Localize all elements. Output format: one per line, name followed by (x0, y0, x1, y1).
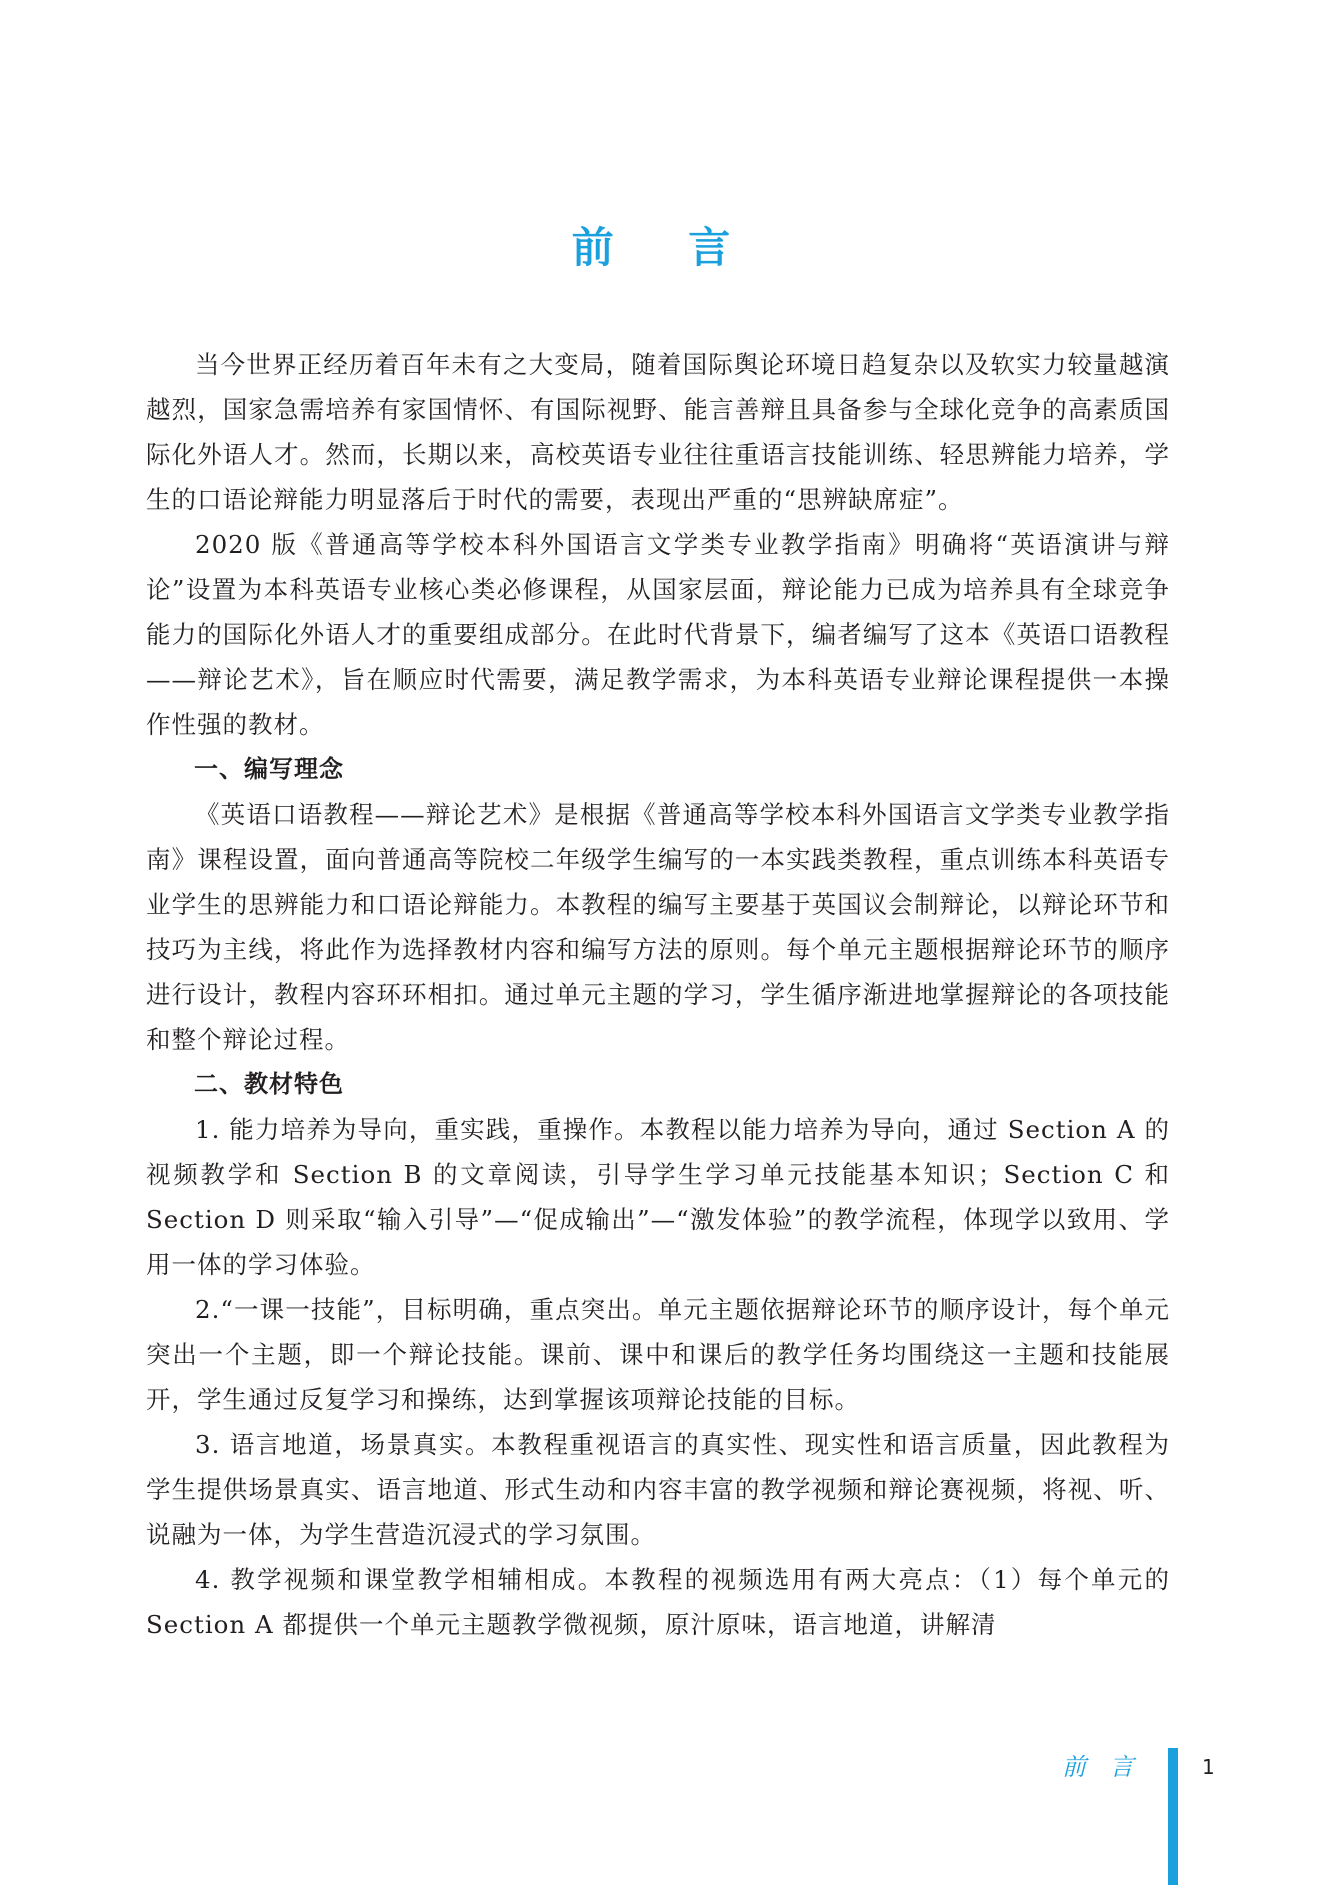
paragraph-feature-2: 2.“一课一技能”，目标明确，重点突出。单元主题依据辩论环节的顺序设计，每个单元突出一个主题，即一个辩论技能。课前、课中和课后的教学任务均围绕这一主题和技能展开，学生通过反复学习和操练，达到掌握该项辩论技能的目标。 (146, 1295, 1170, 1414)
page-title: 前 言 (571, 223, 761, 272)
footer-accent-bar (1168, 1748, 1178, 1885)
section-heading-features: 二、教材特色 (194, 1070, 344, 1098)
main-text (146, 342, 1170, 1647)
paragraph-feature-4: 4. 教学视频和课堂教学相辅相成。本教程的视频选用有两大亮点：（1）每个单元的 Section A 都提供一个单元主题教学微视频，原汁原味，语言地道，讲解清 (146, 1565, 1170, 1639)
paragraph-intro: 当今世界正经历着百年未有之大变局，随着国际舆论环境日趋复杂以及软实力较量越演越烈，国家急需培养有家国情怀、有国际视野、能言善辩且具备参与全球化竞争的高素质国际化外语人才。然而，长期以来，高校英语专业往往重语言技能训练、轻思辨能力培养，学生的口语论辩能力明显落后于时代的需要，表现出严重的“思辨缺席症”。 (146, 350, 1170, 514)
section-heading-philosophy: 一、编写理念 (194, 755, 344, 783)
page-number: 1 (1202, 1755, 1215, 1779)
paragraph-feature-3: 3. 语言地道，场景真实。本教程重视语言的真实性、现实性和语言质量，因此教程为学生提供场景真实、语言地道、形式生动和内容丰富的教学视频和辩论赛视频，将视、听、说融为一体，为学生营造沉浸式的学习氛围。 (146, 1430, 1170, 1549)
paragraph-philosophy: 《英语口语教程——辩论艺术》是根据《普通高等学校本科外国语言文学类专业教学指南》课程设置，面向普通高等院校二年级学生编写的一本实践类教程，重点训练本科英语专业学生的思辨能力和口语论辩能力。本教程的编写主要基于英国议会制辩论，以辩论环节和技巧为主线，将此作为选择教材内容和编写方法的原则。每个单元主题根据辩论环节的顺序进行设计，教程内容环环相扣。通过单元主题的学习，学生循序渐进地掌握辩论的各项技能和整个辩论过程。 (146, 800, 1170, 1054)
running-footer-title: 前 言 (1062, 1753, 1142, 1781)
paragraph-background: 2020 版《普通高等学校本科外国语言文学类专业教学指南》明确将“英语演讲与辩论”设置为本科英语专业核心类必修课程，从国家层面，辩论能力已成为培养具有全球竞争能力的国际化外语人才的重要组成部分。在此时代背景下，编者编写了这本《英语口语教程——辩论艺术》，旨在顺应时代需要，满足教学需求，为本科英语专业辩论课程提供一本操作性强的教材。 (146, 530, 1170, 739)
paragraph-feature-1: 1. 能力培养为导向，重实践，重操作。本教程以能力培养为导向，通过 Section A 的视频教学和 Section B 的文章阅读，引导学生学习单元技能基本知识；Section C 和 Section D 则采取“输入引导”—“促成输出”—“激发体验”的教学流程，体现学以致用、学用一体的学习体验。 (146, 1115, 1170, 1279)
